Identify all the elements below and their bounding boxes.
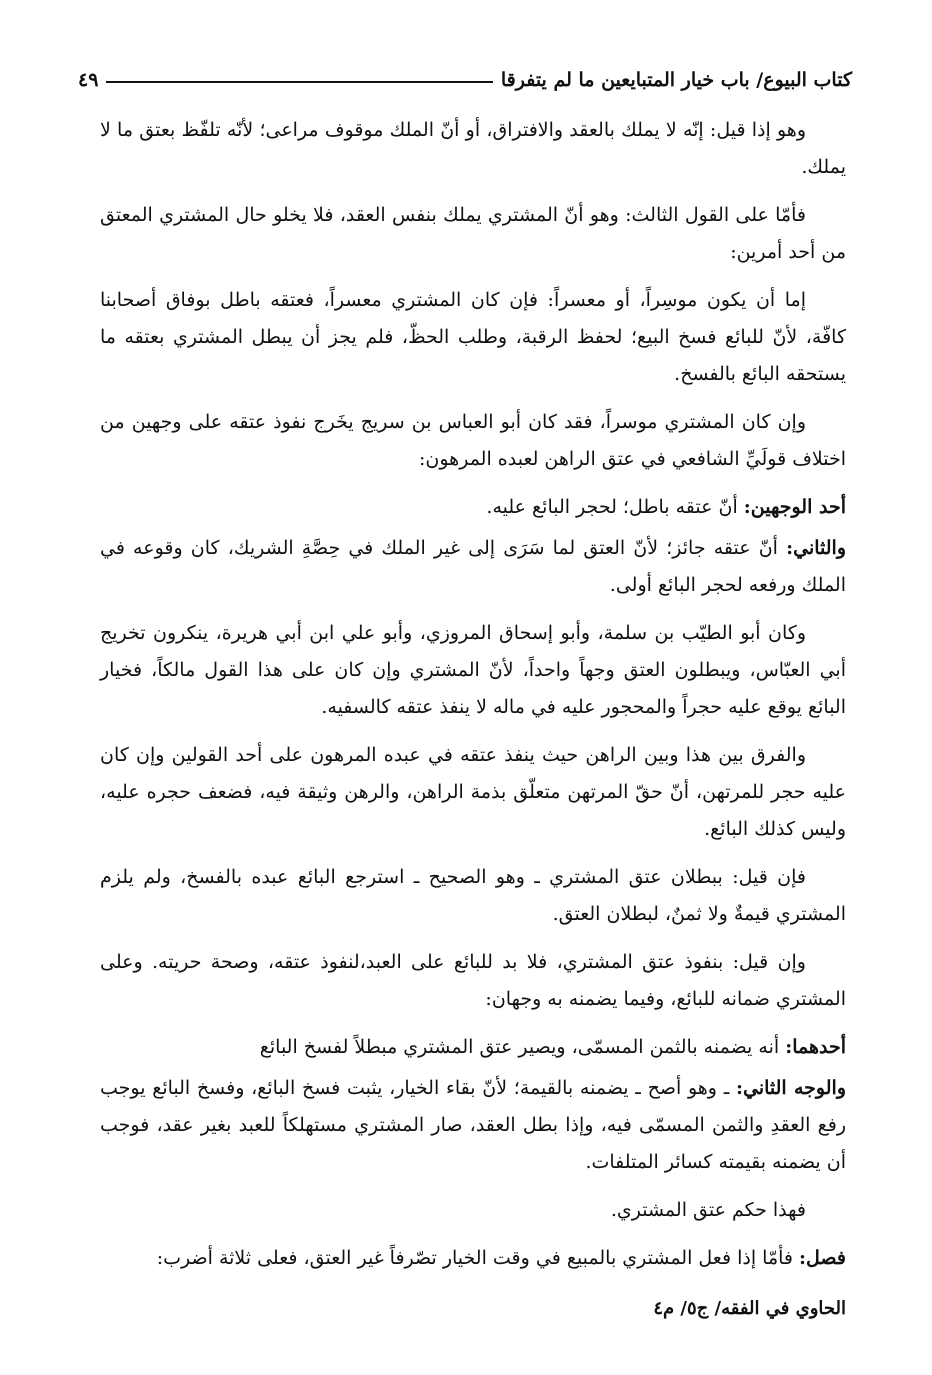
option-two [100,1070,846,1181]
first-view-text: أنّ عتقه باطل؛ لحجر البائع عليه. [486,496,744,518]
section-fasl-text: فأمّا إذا فعل المشتري بالمبيع في وقت الخيار تصّرفاً غير العتق، فعلى ثلاثة أضرب: [156,1247,800,1269]
paragraph-6: والفرق بين هذا وبين الراهن حيث ينفذ عتقه في عبده المرهون على أحد القولين وإن كان عليه حجر للمرتهن، أنّ حقّ المرتهن متعلّق بذمة الراهن، والرهن وثيقة فيه، فضعف حجره عليه، وليس كذلك البائع. [100,744,846,840]
paragraph-8: وإن قيل: بنفوذ عتق المشتري، فلا بد للبائع على العبد،لنفوذ عتقه، وصحة حريته. وعلى المشتري ضمانه للبائع، وفيما يضمنه به وجهان: [100,951,846,1010]
option-one-label: أحدهما: [785,1036,846,1058]
first-view-label: أحد الوجهين: [743,496,846,518]
paragraph-4: وإن كان المشتري موسراً، فقد كان أبو العباس بن سريج يخَرج نفوذ عتقه على وجهين من اختلاف قولَيِّ الشافعي في عتق الراهن لعبده المرهون: [100,411,846,470]
paragraph-2: فأمّا على القول الثالث: وهو أنّ المشتري يملك بنفس العقد، فلا يخلو حال المشتري المعتق من أحد أمرين: [100,204,846,263]
chapter-title: كتاب البيوع/ باب خيار المتبايعين ما لم يتفرقا [500,69,852,91]
option-two-text: ـ وهو أصح ـ يضمنه بالقيمة؛ لأنّ بقاء الخيار، يثبت فسخ البائع، وفسخ البائع يوجب رفع العقدِ والثمن المسمّى فيه، وإذا بطل العقد، صار المشتري مستهلكاً للعبد بغير عقد، فوجب أن يضمنه بقيمته كسائر المتلفات. [100,1077,846,1173]
page-body [100,112,846,1288]
second-view-label: والثاني: [786,537,846,559]
option-two-label: والوجه الثاني: [735,1077,846,1099]
book-signature: الحاوي في الفقه/ ج٥/ م٤ [653,1298,846,1319]
paragraph-5: وكان أبو الطيّب بن سلمة، وأبو إسحاق المروزي، وأبو علي ابن أبي هريرة، ينكرون تخريج أبي العبّاس، ويبطلون العتق وجهاً واحداً، لأنّ المشتري وإن كان على هذا القول مالكاً، فخيار البائع يوقع عليه حجراً والمحجور عليه في ماله لا ينفذ عتقه كالسفيه. [100,622,846,718]
paragraph-1: وهو إذا قيل: إنّه لا يملك بالعقد والافتراق، أو أنّ الملك موقوف مراعى؛ لأنّه تلفّظ بعتق ما لا يملك. [100,119,846,178]
running-header [78,60,852,100]
option-one [100,1029,846,1066]
paragraph-3: إما أن يكون موسِراً، أو معسراً: فإن كان المشتري معسراً، فعتقه باطل بوفاق أصحابنا كافّة، لأنّ للبائع فسخ البيع؛ لحفظ الرقبة، وطلب الحظّ، فلم يجز أن يبطل المشتري بعتقه ما يستحقه البائع بالفسخ. [100,289,846,385]
paragraph-7: فإن قيل: ببطلان عتق المشتري ـ وهو الصحيح ـ استرجع البائع عبده بالفسخ، ولم يلزم المشتري قيمةٌ ولا ثمنٌ، لبطلان العتق. [100,866,846,925]
first-view [100,489,846,526]
section-fasl-label: فصل: [799,1247,846,1269]
second-view [100,530,846,604]
closing-line: فهذا حكم عتق المشتري. [610,1199,806,1221]
page-number: ٤٩ [78,69,99,91]
option-one-text: أنه يضمنه بالثمن المسمّى، ويصير عتق المشتري مبطلاً لفسخ البائع [259,1036,786,1058]
second-view-text: أنّ عتقه جائز؛ لأنّ العتق لما سَرَى إلى غير الملك في حِصَّةِ الشريك، كان وقوعه في الملك ورفعه لحجر البائع أولى. [100,537,846,596]
section-fasl [100,1240,846,1277]
header-rule [106,81,492,83]
